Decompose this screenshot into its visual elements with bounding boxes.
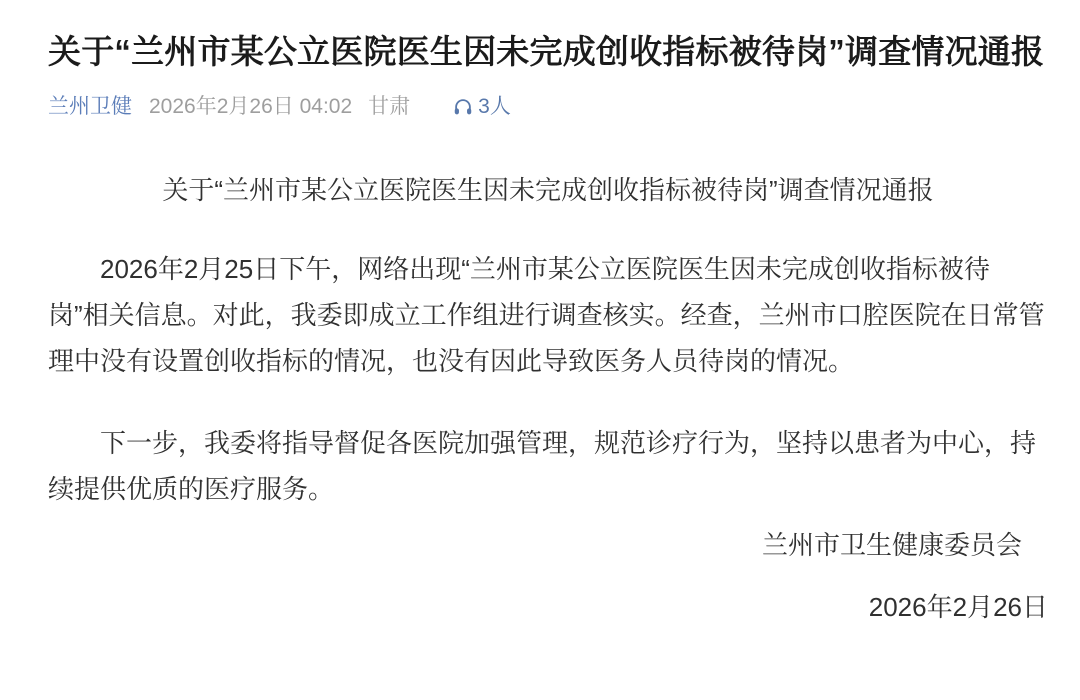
- notice-title: 关于“兰州市某公立医院医生因未完成创收指标被待岗”调查情况通报: [162, 175, 934, 205]
- author-link[interactable]: 兰州卫健: [48, 95, 132, 118]
- publish-location: 甘肃: [368, 95, 411, 118]
- listen-count-label: 3人: [478, 95, 511, 118]
- paragraph-1: 2026年2月25日下午，网络出现“兰州市某公立医院医生因未完成创收指标被待岗”相关信息。对此，我委即成立工作组进行调查核实。经查，兰州市口腔医院在日常管理中没有设置创收指标的情况，也没有因此导致医务人员待岗的情况。: [48, 254, 1045, 376]
- article-meta-row: [48, 94, 1048, 120]
- signature-date: 2026年2月26日: [868, 592, 1048, 622]
- headset-icon: [452, 96, 474, 118]
- article-body: [48, 170, 1048, 630]
- signature: 兰州市卫生健康委员会: [761, 530, 1022, 560]
- paragraph-2: 下一步，我委将指导督促各医院加强管理，规范诊疗行为，坚持以患者为中心，持续提供优质的医疗服务。: [48, 428, 1037, 504]
- page-title: 关于“兰州市某公立医院医生因未完成创收指标被待岗”调查情况通报: [48, 33, 1045, 70]
- article-page: [0, 30, 1080, 700]
- publish-datetime: 2026年2月26日 04:02: [149, 95, 353, 118]
- listen-count-button[interactable]: [452, 94, 511, 120]
